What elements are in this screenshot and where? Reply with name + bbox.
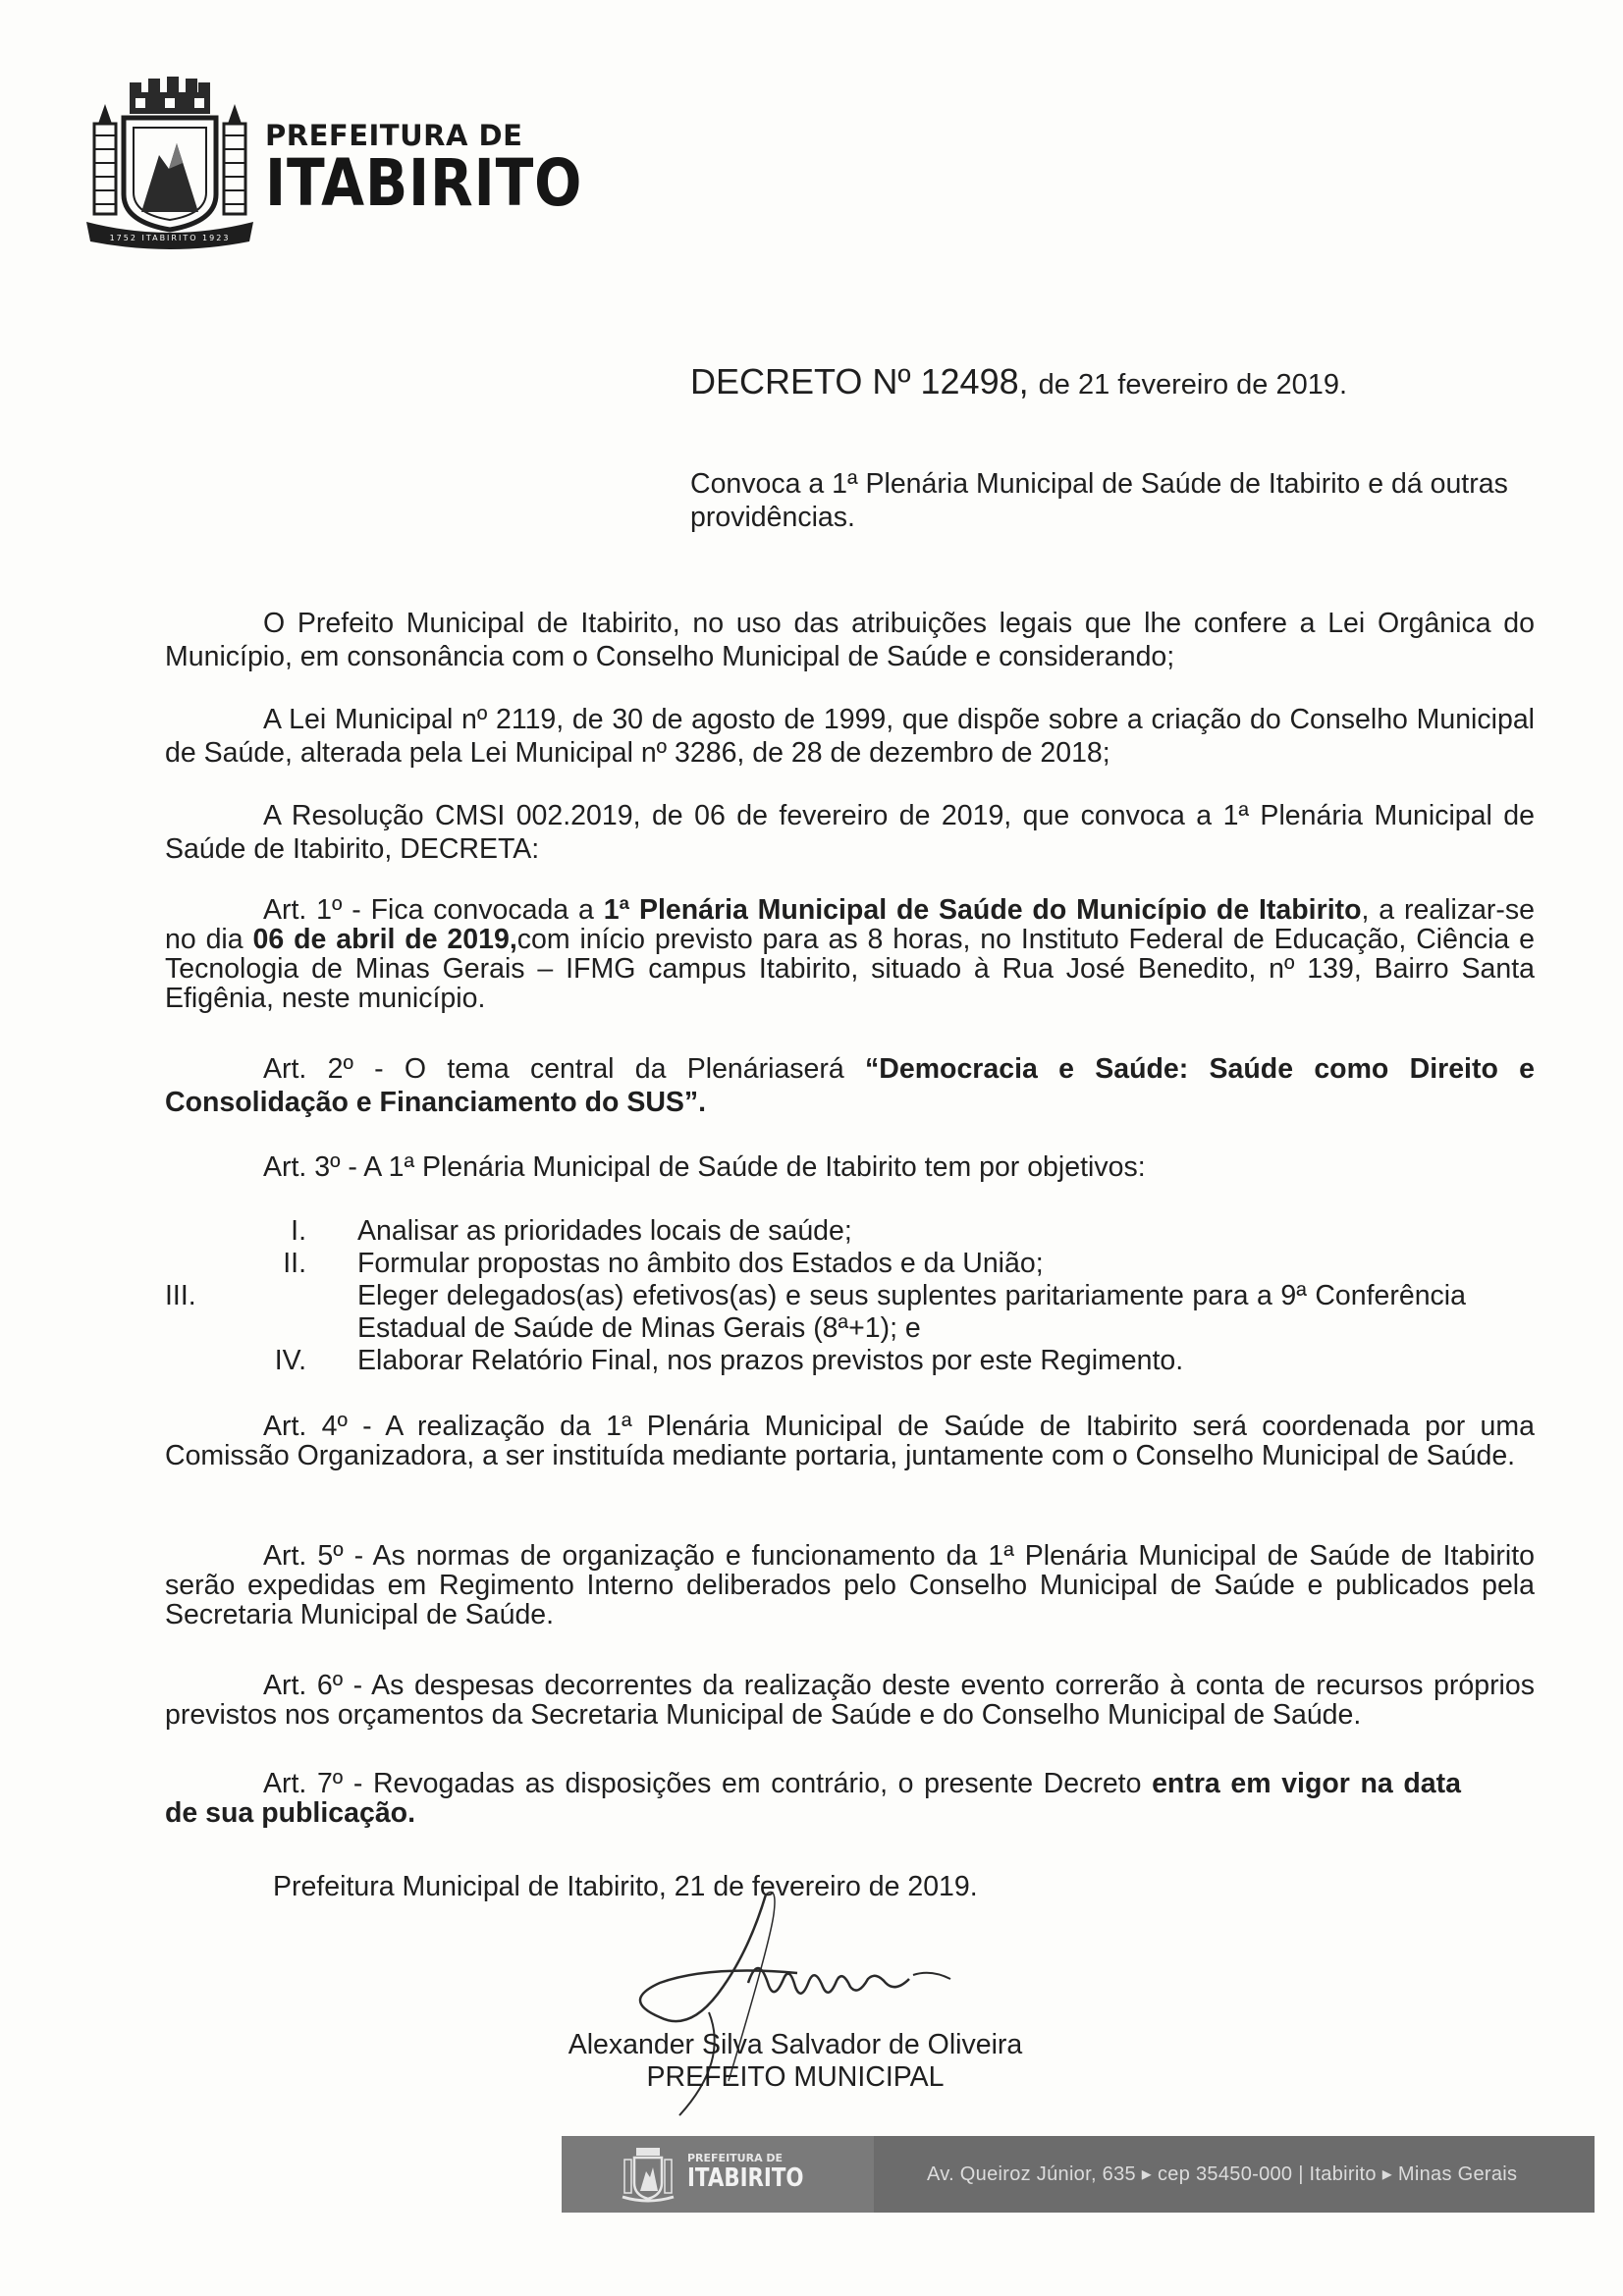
- article-3-text: Art. 3º - A 1ª Plenária Municipal de Saúde de Itabirito tem por objetivos:: [263, 1151, 1146, 1183]
- footer-band: [562, 2136, 1595, 2213]
- article-7-lead: Art. 7º - Revogadas as disposições em contrário, o presente Decreto: [263, 1768, 1153, 1799]
- article-6-text: Art. 6º - As despesas decorrentes da realização deste evento correrão à conta de recursos próprios previstos nos orçamentos da Secretaria Municipal de Saúde e do Conselho Municipal de Saúde.: [165, 1670, 1535, 1731]
- coat-of-arms-icon: [86, 75, 253, 251]
- article-7-effect: entra em vigor na data de sua publicação.: [165, 1768, 1461, 1829]
- letterhead: [86, 75, 583, 261]
- preamble-text-2: A Lei Municipal nº 2119, de 30 de agosto de 1999, que dispõe sobre a criação do Conselho Municipal de Saúde, alterada pela Lei Municipal nº 3286, de 28 de dezembro de 2018;: [165, 704, 1535, 769]
- article-2-theme: “Democracia e Saúde: Saúde como Direito e Consolidação e Financiamento do SUS”.: [165, 1053, 1535, 1118]
- list-item-text: Formular propostas no âmbito dos Estados e da União;: [357, 1248, 1044, 1279]
- list-item-text: Eleger delegados(as) efetivos(as) e seus suplentes paritariamente para a 9ª Conferência Estadual de Saúde de Minas Gerais (8ª+1); e: [357, 1280, 1466, 1344]
- list-item-text: Analisar as prioridades locais de saúde;: [357, 1215, 852, 1247]
- letterhead-prefix: PREFEITURA DE: [265, 119, 523, 152]
- article-4-text: Art. 4º - A realização da 1ª Plenária Municipal de Saúde de Itabirito será coordenada por uma Comissão Organizadora, a ser instituída mediante portaria, juntamente com o Conselho Municipal de Saúde.: [165, 1411, 1535, 1471]
- article-5-text: Art. 5º - As normas de organização e funcionamento da 1ª Plenária Municipal de Saúde de Itabirito serão expedidas em Regimento Interno deliberados pelo Conselho Municipal de Saúde e publicados pela Secretaria Municipal de Saúde.: [165, 1540, 1535, 1630]
- article-1-date: 06 de abril de 2019,: [252, 924, 517, 955]
- footer-logo: [562, 2136, 874, 2213]
- svg-text:1752 ITABIRITO 1923: 1752 ITABIRITO 1923: [109, 234, 231, 242]
- letterhead-brand: [265, 119, 634, 221]
- footer-city: ITABIRITO: [687, 2163, 804, 2193]
- article-1-lead: Art. 1º - Fica convocada a: [263, 894, 604, 926]
- article-1-mid: , a realizar-se no dia: [165, 894, 1536, 955]
- article-7: [165, 1769, 1461, 1828]
- preamble-text-1: O Prefeito Municipal de Itabirito, no uso das atribuições legais que lhe confere a Lei Orgânica do Município, em consonância com o Conselho Municipal de Saúde e considerando;: [165, 608, 1535, 672]
- list-item: [165, 1215, 1535, 1248]
- footer-address: Av. Queiroz Júnior, 635 ▸ cep 35450-000 | Itabirito ▸ Minas Gerais: [927, 2163, 1518, 2185]
- list-item: [165, 1345, 1535, 1377]
- article-2: [165, 1052, 1535, 1119]
- article-1-event: 1ª Plenária Municipal de Saúde do Município de Itabirito: [603, 894, 1362, 926]
- signer-block: [520, 2029, 1070, 2094]
- decree-date: de 21 fevereiro de 2019.: [1038, 369, 1348, 400]
- preamble-paragraph-1: [165, 607, 1535, 673]
- decree-number: DECRETO Nº 12498,: [690, 361, 1029, 401]
- article-2-lead: Art. 2º - O tema central da Plenáriaserá: [263, 1053, 866, 1085]
- letterhead-city: ITABIRITO: [265, 145, 583, 221]
- article-1-rest: com início previsto para as 8 horas, no Instituto Federal de Educação, Ciência e Tecnologia de Minas Gerais – IFMG campus Itabirito, situado à Rua José Benedito, nº 139, Bairro Santa Efigênia, neste município.: [165, 924, 1535, 1014]
- preamble-paragraph-3: [165, 799, 1535, 866]
- signer-name: Alexander Silva Salvador de Oliveira: [568, 2029, 1023, 2060]
- article-3-intro: [165, 1150, 1535, 1184]
- article-1: [165, 895, 1535, 1013]
- signer-role: PREFEITO MUNICIPAL: [646, 2061, 945, 2093]
- preamble-paragraph-2: [165, 703, 1535, 770]
- closing-line: Prefeitura Municipal de Itabirito, 21 de fevereiro de 2019.: [273, 1871, 978, 1902]
- list-item: [165, 1280, 1535, 1345]
- article-6: [165, 1671, 1535, 1730]
- article-4: [165, 1412, 1535, 1470]
- list-item-number: II.: [283, 1248, 306, 1279]
- list-item-number: III.: [165, 1280, 196, 1311]
- preamble-text-3: A Resolução CMSI 002.2019, de 06 de fevereiro de 2019, que convoca a 1ª Plenária Municipal de Saúde de Itabirito, DECRETA:: [165, 800, 1535, 865]
- list-item-text: Elaborar Relatório Final, nos prazos previstos por este Regimento.: [357, 1345, 1184, 1376]
- list-item-number: I.: [291, 1215, 306, 1247]
- list-item-number: IV.: [274, 1345, 306, 1376]
- coat-of-arms-icon: [621, 2144, 676, 2207]
- decree-ementa: Convoca a 1ª Plenária Municipal de Saúde de Itabirito e dá outras providências.: [690, 468, 1508, 533]
- footer-prefix: PREFEITURA DE: [687, 2152, 784, 2164]
- list-item: [165, 1248, 1535, 1280]
- article-5: [165, 1541, 1535, 1629]
- decree-title: [690, 361, 1348, 401]
- article-3-objectives: [165, 1215, 1535, 1377]
